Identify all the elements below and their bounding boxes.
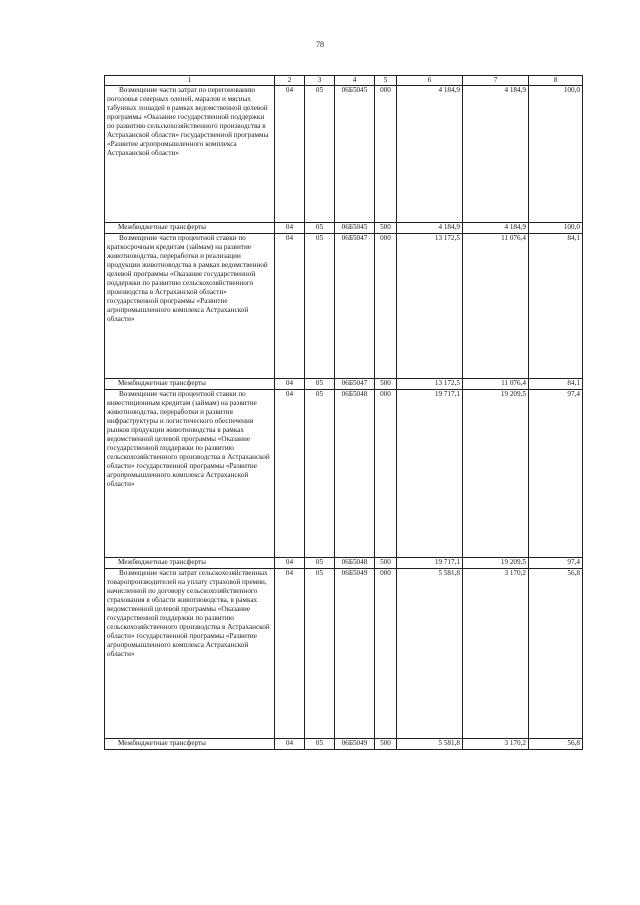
column-header: 2 bbox=[275, 76, 305, 86]
row-description: Межбюджетные трансферты bbox=[105, 558, 275, 569]
cell-percent: 97,4 bbox=[529, 390, 583, 558]
cell-percent: 56,8 bbox=[529, 569, 583, 739]
cell-expense-type: 500 bbox=[375, 558, 397, 569]
cell-target-code: 06Б5045 bbox=[335, 86, 375, 223]
column-header: 7 bbox=[463, 76, 529, 86]
cell-target-code: 06Б5047 bbox=[335, 379, 375, 390]
cell-section: 04 bbox=[275, 86, 305, 223]
row-description: Межбюджетные трансферты bbox=[105, 223, 275, 234]
cell-percent: 100,0 bbox=[529, 223, 583, 234]
page-number: 78 bbox=[316, 40, 324, 49]
table-row bbox=[105, 223, 583, 234]
cell-expense-type: 500 bbox=[375, 739, 397, 750]
cell-planned: 4 184,9 bbox=[397, 223, 463, 234]
cell-section: 04 bbox=[275, 569, 305, 739]
table-row bbox=[105, 739, 583, 750]
table-row bbox=[105, 86, 583, 223]
cell-subsection: 05 bbox=[305, 558, 335, 569]
cell-expense-type: 000 bbox=[375, 86, 397, 223]
cell-actual: 3 170,2 bbox=[463, 739, 529, 750]
cell-subsection: 05 bbox=[305, 390, 335, 558]
cell-actual: 11 076,4 bbox=[463, 234, 529, 379]
cell-section: 04 bbox=[275, 223, 305, 234]
table-header-row bbox=[105, 76, 583, 86]
cell-percent: 56,8 bbox=[529, 739, 583, 750]
table-row bbox=[105, 234, 583, 379]
cell-target-code: 06Б5045 bbox=[335, 223, 375, 234]
cell-subsection: 05 bbox=[305, 86, 335, 223]
cell-expense-type: 500 bbox=[375, 223, 397, 234]
cell-expense-type: 000 bbox=[375, 234, 397, 379]
cell-planned: 19 717,1 bbox=[397, 390, 463, 558]
cell-target-code: 06Б5047 bbox=[335, 234, 375, 379]
cell-section: 04 bbox=[275, 558, 305, 569]
cell-planned: 5 581,8 bbox=[397, 569, 463, 739]
cell-percent: 100,0 bbox=[529, 86, 583, 223]
row-description: Возмещение части процентной ставки по краткосрочным кредитам (займам) на развитие животноводства, переработки и реализации продукции животноводства в рамках ведомственной целевой программы «Оказание государственной поддержки по развитию сельскохозяйственного производства в Астраханской области» государственной программы «Развитие агропромышленного комплекса Астраханской области» bbox=[105, 234, 275, 379]
cell-actual: 19 209,5 bbox=[463, 390, 529, 558]
cell-planned: 13 172,5 bbox=[397, 379, 463, 390]
column-header: 8 bbox=[529, 76, 583, 86]
column-header: 4 bbox=[335, 76, 375, 86]
cell-expense-type: 000 bbox=[375, 390, 397, 558]
row-description: Возмещение части затрат сельскохозяйственных товаропроизводителей на уплату страховой премии, начисленной по договору сельскохозяйственного страхования в области животноводства, в рамках ведомственной целевой программы «Оказание государственной поддержки по развитию сельскохозяйственного производства в Астраханской области» государственной программы «Развитие агропромышленного комплекса Астраханской области» bbox=[105, 569, 275, 739]
cell-subsection: 05 bbox=[305, 379, 335, 390]
cell-expense-type: 500 bbox=[375, 379, 397, 390]
cell-actual: 4 184,9 bbox=[463, 223, 529, 234]
cell-actual: 11 076,4 bbox=[463, 379, 529, 390]
column-header: 6 bbox=[397, 76, 463, 86]
cell-percent: 84,1 bbox=[529, 379, 583, 390]
cell-subsection: 05 bbox=[305, 223, 335, 234]
cell-subsection: 05 bbox=[305, 234, 335, 379]
table-row bbox=[105, 390, 583, 558]
cell-target-code: 06Б5048 bbox=[335, 558, 375, 569]
cell-target-code: 06Б5048 bbox=[335, 390, 375, 558]
table-row bbox=[105, 379, 583, 390]
row-description: Межбюджетные трансферты bbox=[105, 739, 275, 750]
cell-target-code: 06Б5049 bbox=[335, 739, 375, 750]
cell-section: 04 bbox=[275, 390, 305, 558]
row-description: Возмещение части затрат по перегонованию поголовья северных оленей, маралов и мясных табунных лошадей в рамках ведомственной целевой программы «Оказание государственной поддержки по развитию сельскохозяйственного производства в Астраханской области» государственной программы «Развитие агропромышленного комплекса Астраханской области» bbox=[105, 86, 275, 223]
cell-subsection: 05 bbox=[305, 739, 335, 750]
row-description: Возмещение части процентной ставки по инвестиционным кредитам (займам) на развитие животноводства, переработки и развития инфраструктуры и логистического обеспечения рынков продукции животноводства в рамках ведомственной целевой программы «Оказание государственной поддержки по развитию сельскохозяйственного производства в Астраханской области» государственной программы «Развитие агропромышленного комплекса Астраханской области» bbox=[105, 390, 275, 558]
column-header: 5 bbox=[375, 76, 397, 86]
table-row bbox=[105, 558, 583, 569]
cell-subsection: 05 bbox=[305, 569, 335, 739]
table-row bbox=[105, 569, 583, 739]
cell-target-code: 06Б5049 bbox=[335, 569, 375, 739]
column-header: 1 bbox=[105, 76, 275, 86]
budget-table bbox=[104, 75, 583, 750]
cell-expense-type: 000 bbox=[375, 569, 397, 739]
cell-planned: 5 581,8 bbox=[397, 739, 463, 750]
column-header: 3 bbox=[305, 76, 335, 86]
cell-percent: 84,1 bbox=[529, 234, 583, 379]
cell-actual: 3 170,2 bbox=[463, 569, 529, 739]
cell-planned: 19 717,1 bbox=[397, 558, 463, 569]
row-description: Межбюджетные трансферты bbox=[105, 379, 275, 390]
cell-section: 04 bbox=[275, 379, 305, 390]
cell-planned: 4 184,9 bbox=[397, 86, 463, 223]
cell-section: 04 bbox=[275, 739, 305, 750]
cell-actual: 4 184,9 bbox=[463, 86, 529, 223]
cell-actual: 19 209,5 bbox=[463, 558, 529, 569]
cell-planned: 13 172,5 bbox=[397, 234, 463, 379]
cell-percent: 97,4 bbox=[529, 558, 583, 569]
cell-section: 04 bbox=[275, 234, 305, 379]
